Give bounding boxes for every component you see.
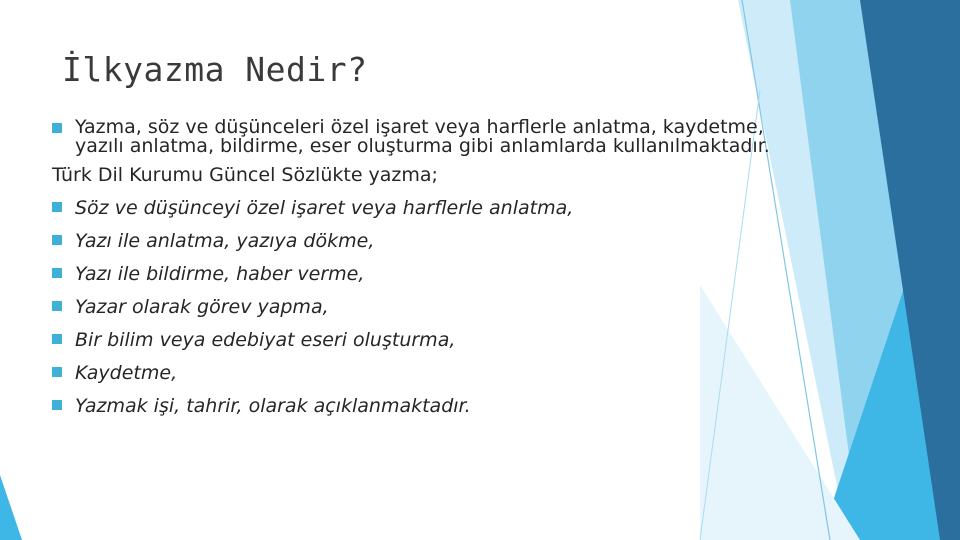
square-bullet-icon [52, 123, 64, 135]
list-item-text: Yazı ile bildirme, haber verme, [75, 263, 365, 285]
intro-text: Yazma, söz ve düşünceleri özel işaret veya harflerle anlatma, kaydetme, yazılı anlatma, bildirme, eser oluşturma gibi anlamlarda kullanılmaktadır. [75, 116, 770, 157]
list-item [52, 329, 792, 362]
square-bullet-icon [52, 334, 64, 346]
list-item-text: Bir bilim veya edebiyat eseri oluşturma, [75, 329, 456, 351]
bottom-left-sliver [0, 475, 22, 540]
square-bullet-icon [52, 400, 64, 412]
square-bullet-icon [52, 235, 64, 247]
square-bullet-icon [52, 202, 64, 214]
square-bullet-icon [52, 367, 64, 379]
square-bullet-icon [52, 301, 64, 313]
list-item-text: Yazar olarak görev yapma, [75, 296, 329, 318]
list-item-text: Kaydetme, [75, 362, 178, 384]
list-item-text: Yazmak işi, tahrir, olarak açıklanmaktadır. [75, 395, 471, 417]
list-item [52, 362, 792, 395]
list-item-text: Yazı ile anlatma, yazıya dökme, [75, 230, 375, 252]
list-item-text: Söz ve düşünceyi özel işaret veya harflerle anlatma, [75, 197, 574, 219]
list-item [52, 395, 792, 428]
slide-title: İlkyazma Nedir? [62, 50, 368, 89]
intro-item [52, 118, 792, 156]
subheading: Türk Dil Kurumu Güncel Sözlükte yazma; [52, 164, 438, 186]
list-item [52, 197, 792, 230]
list-item [52, 263, 792, 296]
slide-body [52, 118, 792, 428]
list-item [52, 296, 792, 329]
square-bullet-icon [52, 268, 64, 280]
list-item [52, 230, 792, 263]
